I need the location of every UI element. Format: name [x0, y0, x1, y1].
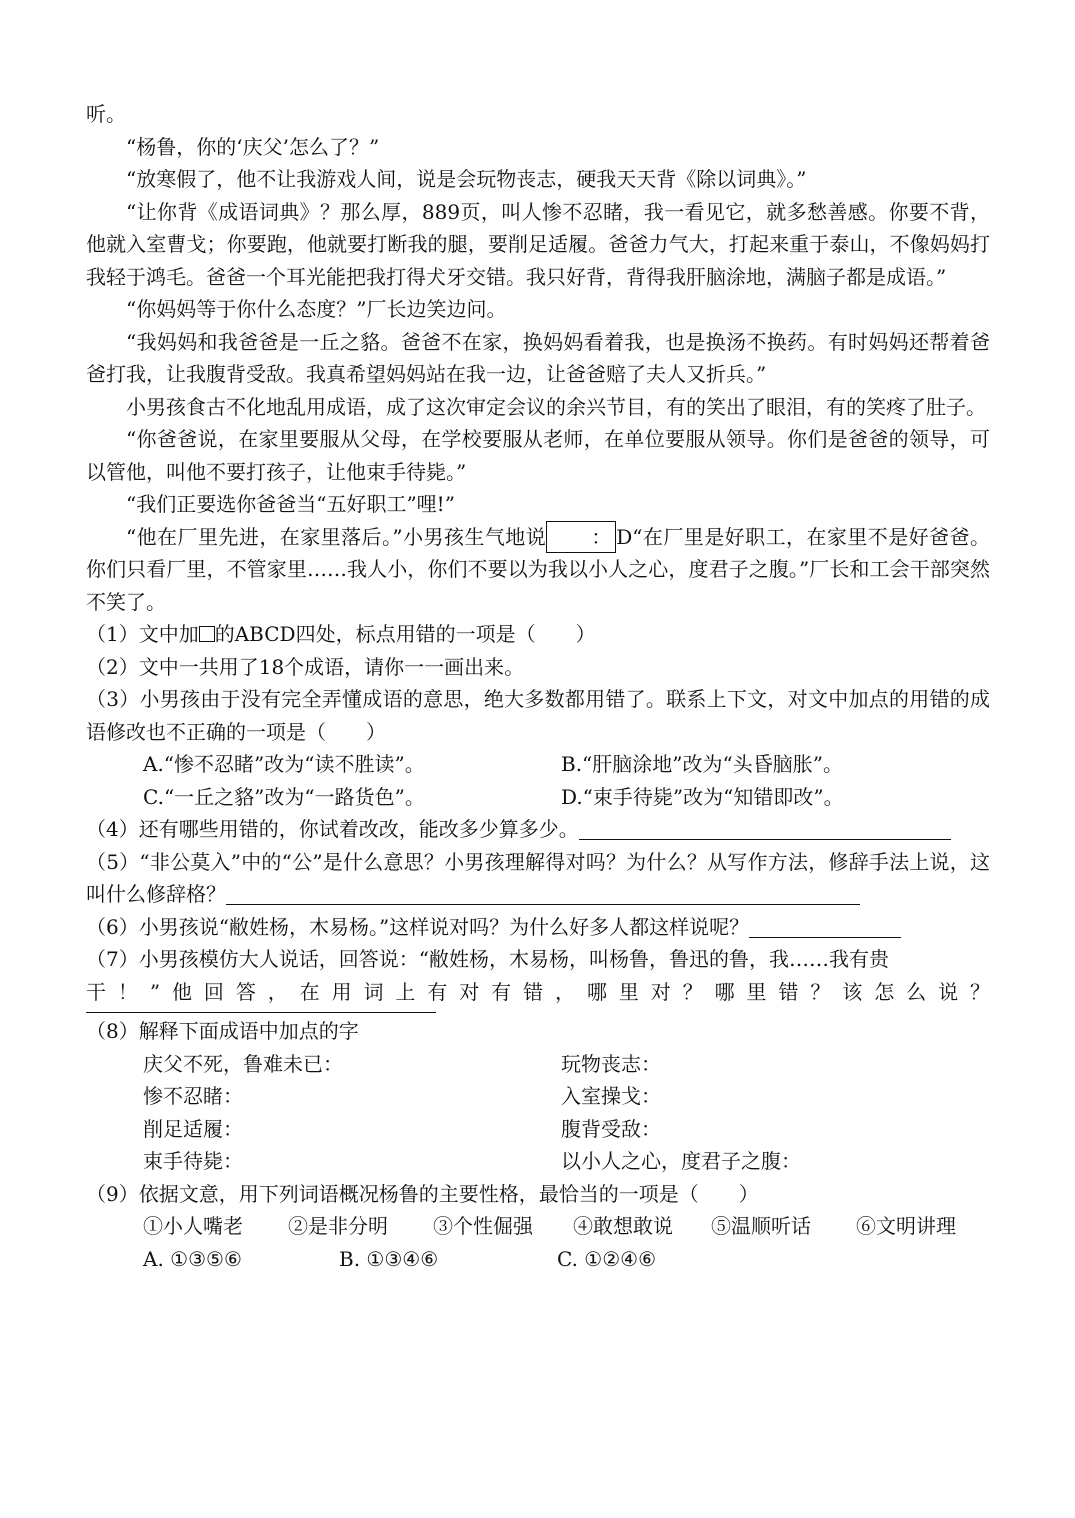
q8-item: 束手待毙： [143, 1149, 243, 1173]
q3-option-d: D.“束手待毙”改为“知错即改”。 [561, 784, 844, 809]
q8-item: 玩物丧志： [561, 1051, 661, 1076]
q8-item: 腹背受敌： [561, 1116, 661, 1141]
answer-blank[interactable] [749, 913, 901, 938]
q8-item: 惨不忍睹： [143, 1084, 243, 1108]
question-2: （2）文中一共用了18个成语，请你一一画出来。 [86, 654, 525, 679]
q9-trait: ⑥文明讲理 [856, 1214, 956, 1238]
q9-trait: ④敢想敢说 [573, 1214, 673, 1238]
question-6: （6）小男孩说“敝姓杨，木易杨。”这样说对吗？为什么好多人都这样说呢？ [86, 911, 990, 944]
q8-row [86, 1080, 990, 1113]
q8-row [86, 1048, 990, 1081]
passage-paragraph: “放寒假了，他不让我游戏人间，说是会玩物丧志，硬我天天背《除以词典》。” [126, 167, 807, 191]
q9-option-b: B. ①③④⑥ [339, 1246, 439, 1271]
passage-line: 听。 [86, 102, 126, 126]
answer-blank[interactable] [226, 880, 860, 905]
question-7: （7）小男孩模仿大人说话，回答说：“敝姓杨，木易杨，叫杨鲁，鲁迅的鲁，我……我有贵 [86, 947, 889, 971]
q9-option-c: C. ①②④⑥ [557, 1246, 657, 1271]
question-5: （5）“非公莫入”中的“公”是什么意思？小男孩理解得对吗？为什么？从写作方法，修辞手法上说，这叫什么修辞格？ [86, 849, 990, 906]
answer-blank[interactable] [579, 815, 951, 840]
q9-trait: ①小人嘴老 [143, 1214, 243, 1238]
question-4: （4）还有哪些用错的，你试着改改，能改多少算多少。 [86, 813, 990, 846]
q8-item: 庆父不死，鲁难未已： [143, 1051, 343, 1076]
document-page [86, 98, 990, 1275]
passage-paragraph: “你妈妈等于你什么态度？”厂长边笑边问。 [126, 297, 507, 321]
punctuation-box: ： [546, 521, 616, 553]
q3-option-a: A.“惨不忍睹”改为“读不胜读”。 [143, 752, 425, 776]
q9-option-a: A. ①③⑤⑥ [143, 1246, 242, 1271]
q8-row [86, 1145, 990, 1178]
question-7-cont: 干！”他回答，在用词上有对有错，哪里对？哪里错？该怎么说？ [86, 979, 990, 1004]
passage-text: D“在厂里是好职工，在家里不是好爸爸。你们只看厂里，不管家里……我人小，你们不要以为我以小人之心，度君子之腹。”厂长和工会干部突然不笑了。 [86, 524, 990, 614]
q8-item: 削足适履： [143, 1116, 243, 1141]
passage-paragraph: “我妈妈和我爸爸是一丘之貉。爸爸不在家，换妈妈看着我，也是换汤不换药。有时妈妈还帮着爸爸打我，让我腹背受敌。我真希望妈妈站在我一边，让爸爸赔了夫人又折兵。” [86, 329, 990, 386]
q3-option-b: B.“肝脑涂地”改为“头昏脑胀”。 [561, 752, 843, 776]
q9-traits-row [86, 1210, 990, 1243]
passage-paragraph [86, 521, 990, 619]
q8-row [86, 1113, 990, 1146]
passage-paragraph: “杨鲁，你的‘庆父’怎么了？” [126, 134, 380, 159]
q9-trait: ⑤温顺听话 [711, 1214, 811, 1238]
q3-option-c: C.“一丘之貉”改为“一路货色”。 [143, 784, 425, 809]
passage-paragraph: “你爸爸说，在家里要服从父母，在学校要服从老师，在单位要服从领导。你们是爸爸的领导，可以管他，叫他不要打孩子，让他束手待毙。” [86, 427, 990, 484]
question-1: （1）文中加 的ABCD四处，标点用错的一项是（ ） [86, 622, 596, 646]
q8-item: 以小人之心，度君子之腹： [561, 1149, 801, 1173]
question-8: （8）解释下面成语中加点的字 [86, 1019, 359, 1043]
q3-options-row [86, 748, 990, 781]
q3-options-row [86, 781, 990, 814]
square-mark-icon [199, 626, 215, 642]
q9-trait: ③个性倔强 [433, 1214, 533, 1238]
question-9: （9）依据文意，用下列词语概况杨鲁的主要性格，最恰当的一项是（ ） [86, 1181, 759, 1206]
passage-text: “他在厂里先进，在家里落后。”小男孩生气地说 [126, 524, 547, 549]
passage-paragraph: “我们正要选你爸爸当“五好职工”哩!” [126, 492, 455, 516]
q9-trait: ②是非分明 [288, 1214, 388, 1238]
question-3: （3）小男孩由于没有完全弄懂成语的意思，绝大多数都用错了。联系上下文，对文中加点的用错的成语修改也不正确的一项是（ ） [86, 687, 990, 744]
passage-paragraph: 小男孩食古不化地乱用成语，成了这次审定会议的余兴节目，有的笑出了眼泪，有的笑疼了肚子。 [126, 394, 986, 419]
q9-options-row [86, 1243, 990, 1276]
q8-item: 入室操戈： [561, 1084, 661, 1108]
answer-line[interactable] [86, 1012, 436, 1013]
passage-paragraph: “让你背《成语词典》？那么厚，889页，叫人惨不忍睹，我一看见它，就多愁善感。你要不背，他就入室曹戈；你要跑，他就要打断我的腿，要削足适履。爸爸力气大，打起来重于泰山，不像妈妈打我轻于鸿毛。爸爸一个耳光能把我打得犬牙交错。我只好背，背得我肝脑涂地，满脑子都是成语。” [86, 199, 990, 289]
